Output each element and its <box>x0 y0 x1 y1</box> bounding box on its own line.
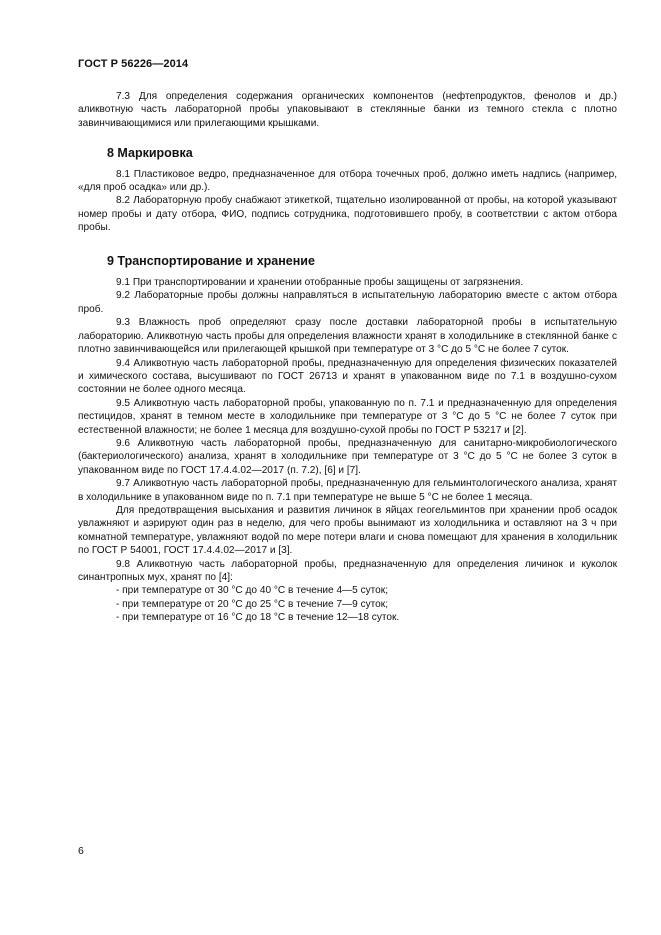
paragraph-9-5: 9.5 Аликвотную часть лабораторной пробы, упакованную по п. 7.1 и предназначенную для определения пестицидов, хранят в темном месте в холодильнике при температуре от 3 °С до 5 °С не более 7 суток при естественной влажности; не более 1 месяца для воздушно-сухой пробы по ГОСТ Р 53217 и [2]. <box>78 397 617 436</box>
document-body <box>78 90 617 625</box>
list-item: - при температуре от 20 °С до 25 °С в течение 7—9 суток; <box>116 598 389 610</box>
paragraph-7-3: 7.3 Для определения содержания органических компонентов (нефтепродуктов, фенолов и др.) аликвотную часть лабораторной пробы упаковывают в стеклянные банки из темного стекла с плотно завинчивающимися или прилегающими крышками. <box>78 91 617 129</box>
paragraph-9-2: 9.2 Лабораторные пробы должны направляться в испытательную лабораторию вместе с актом отбора проб. <box>78 290 617 315</box>
standard-code-header: ГОСТ Р 56226—2014 <box>78 58 189 70</box>
paragraph-9-1: 9.1 При транспортировании и хранении отобранные пробы защищены от загрязнения. <box>116 277 524 289</box>
paragraph-9-3: 9.3 Влажность проб определяют сразу после доставки лабораторной пробы в испытательную лабораторию. Аликвотную часть пробы для определения влажности хранят в холодильнике в стеклянной банке с плотно завинчивающейся или прилегающей крышкой при температуре от 3 °С до 5 °С не более 7 суток. <box>78 317 617 356</box>
section-8-heading: 8 Маркировка <box>107 146 193 161</box>
paragraph-9-8: 9.8 Аликвотную часть лабораторной пробы, предназначенную для определения личинок и куколок синантропных мух, хранят по [4]: <box>78 558 617 583</box>
paragraph-9-7-continued: Для предотвращения высыхания и развития личинок в яйцах геогельминтов при хранении проб осадок увлажняют и аэрируют один раз в неделю, для чего пробы вынимают из холодильника и оставляют на 3 ч при комнатной температуре, увлажняют водой по мере потери влаги и снова помещают для хранения в холодильник по ГОСТ Р 54001, ГОСТ 17.4.4.02—2017 и [3]. <box>78 504 617 557</box>
paragraph-9-6: 9.6 Аликвотную часть лабораторной пробы, предназначенную для санитарно-микробиологического (бактериологического) анализа, хранят в холодильнике при температуре от 3 °С до 5 °С не более 3 суток в упакованном виде по ГОСТ 17.4.4.02—2017 (п. 7.2), [6] и [7]. <box>78 437 617 476</box>
paragraph-8-1: 8.1 Пластиковое ведро, предназначенное для отбора точечных проб, должно иметь надпись (например, «для проб осадка» или др.). <box>78 168 617 194</box>
paragraph-8-2: 8.2 Лабораторную пробу снабжают этикеткой, тщательно изолированной от пробы, на которой указывают номер пробы и дату отбора, ФИО, подпись сотрудника, подготовившего пробу, в соответствии с актом отбора пробы. <box>78 195 617 234</box>
paragraph-9-4: 9.4 Аликвотную часть лабораторной пробы, предназначенную для определения физических показателей и химического состава, высушивают по ГОСТ 26713 и хранят в упакованном виде по 7.1 в воздушно-сухом состоянии не более одного месяца. <box>78 357 617 396</box>
paragraph-9-7: 9.7 Аликвотную часть лабораторной пробы, предназначенную для гельминтологического анализа, хранят в холодильнике в упакованном виде по п. 7.1 при температуре не выше 5 °С не более 1 месяца. <box>78 478 617 503</box>
section-9-heading: 9 Транспортирование и хранение <box>107 253 315 268</box>
list-item: - при температуре от 16 °С до 18 °С в течение 12—18 суток. <box>116 612 400 624</box>
page-number: 6 <box>78 845 84 857</box>
list-item: - при температуре от 30 °С до 40 °С в течение 4—5 суток; <box>116 585 389 597</box>
